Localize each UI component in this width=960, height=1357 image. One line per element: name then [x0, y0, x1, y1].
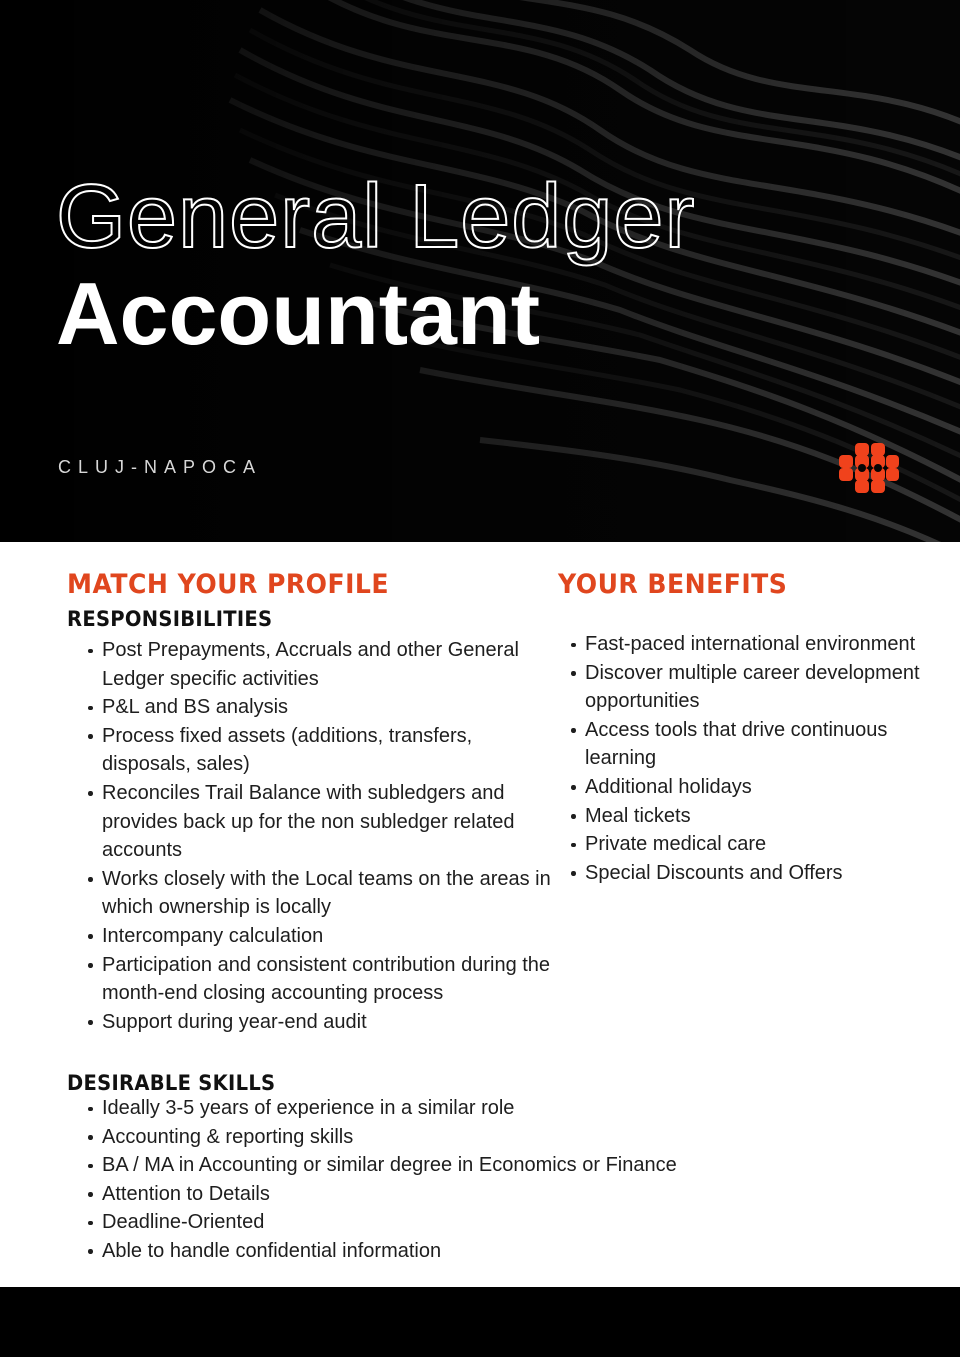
- skills-heading: DESIRABLE SKILLS: [67, 1071, 276, 1095]
- list-item: Intercompany calculation: [67, 922, 557, 951]
- list-item: Special Discounts and Offers: [558, 859, 948, 888]
- list-item: Able to handle confidential information: [67, 1237, 867, 1266]
- profile-column: [67, 566, 557, 1036]
- list-item: Works closely with the Local teams on the areas in which ownership is locally: [67, 865, 557, 922]
- benefits-heading: YOUR BENEFITS: [558, 569, 788, 600]
- list-item: Attention to Details: [67, 1180, 867, 1209]
- list-item: BA / MA in Accounting or similar degree in Economics or Finance: [67, 1151, 867, 1180]
- list-item: Accounting & reporting skills: [67, 1123, 867, 1152]
- list-item: Reconciles Trail Balance with subledgers and provides back up for the non subledger related accounts: [67, 779, 557, 865]
- responsibilities-list: [67, 636, 557, 1036]
- list-item: Discover multiple career development opportunities: [558, 659, 948, 716]
- list-item: P&L and BS analysis: [67, 693, 557, 722]
- job-title-line-2: Accountant: [56, 264, 540, 363]
- job-title-line-1: General Ledger: [56, 167, 696, 267]
- list-item: Deadline-Oriented: [67, 1208, 867, 1237]
- responsibilities-heading: RESPONSIBILITIES: [67, 607, 273, 631]
- hero-banner: [0, 0, 960, 542]
- profile-heading: MATCH YOUR PROFILE: [67, 569, 389, 600]
- skills-list: [67, 1094, 867, 1266]
- job-details: [0, 542, 960, 1287]
- list-item: Additional holidays: [558, 773, 948, 802]
- company-logo-icon: [834, 443, 900, 493]
- skills-section: [67, 1068, 867, 1266]
- benefits-list: [558, 630, 948, 887]
- footer-bar: [0, 1287, 960, 1357]
- list-item: Meal tickets: [558, 802, 948, 831]
- benefits-column: [558, 566, 948, 887]
- list-item: Fast-paced international environment: [558, 630, 948, 659]
- list-item: Ideally 3-5 years of experience in a similar role: [67, 1094, 867, 1123]
- list-item: Process fixed assets (additions, transfers, disposals, sales): [67, 722, 557, 779]
- list-item: Participation and consistent contribution during the month-end closing accounting process: [67, 951, 557, 1008]
- list-item: Private medical care: [558, 830, 948, 859]
- location-label: CLUJ-NAPOCA: [58, 457, 263, 477]
- list-item: Access tools that drive continuous learning: [558, 716, 948, 773]
- list-item: Post Prepayments, Accruals and other General Ledger specific activities: [67, 636, 557, 693]
- list-item: Support during year-end audit: [67, 1008, 557, 1037]
